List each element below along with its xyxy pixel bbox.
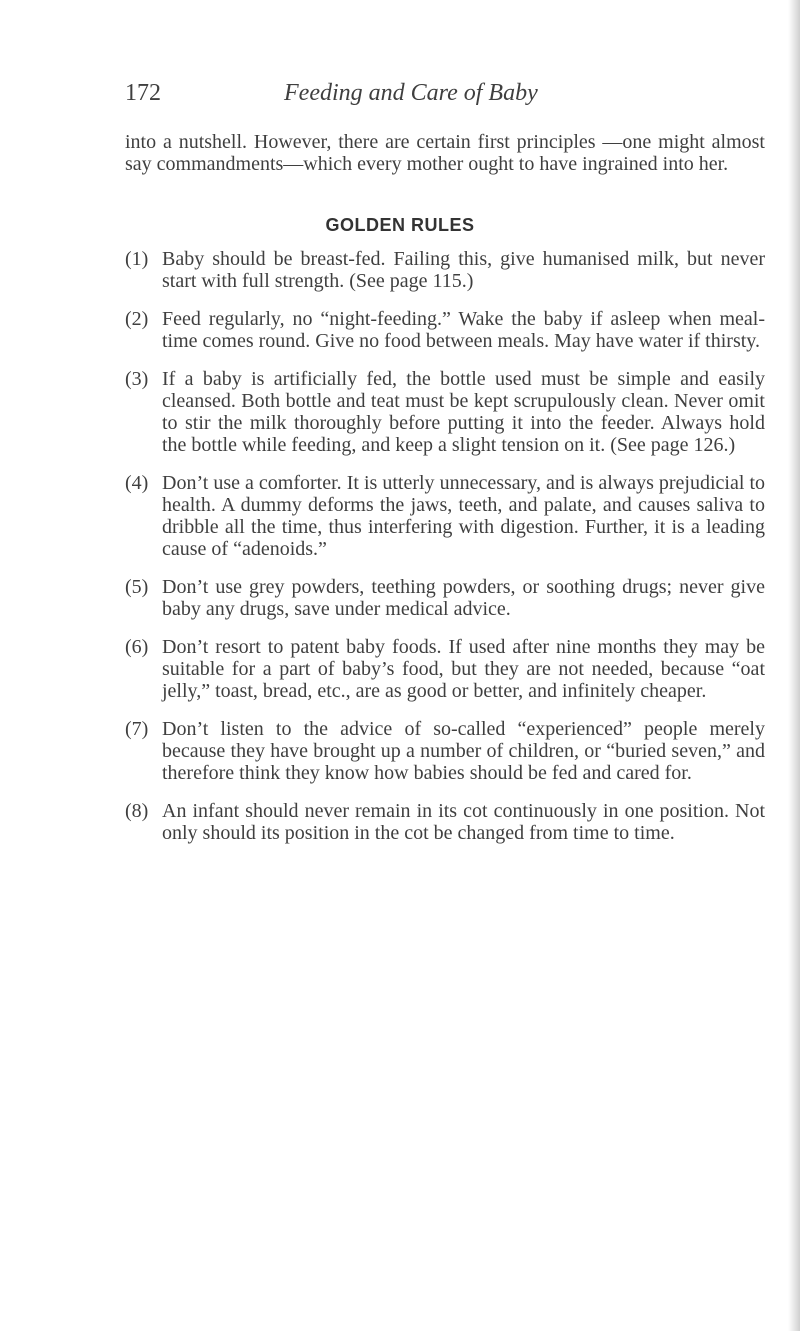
rule-item-8 bbox=[125, 800, 765, 844]
rule-number: (7) bbox=[125, 718, 149, 740]
rule-item-7 bbox=[125, 718, 765, 784]
rule-text: Feed regularly, no “night-feeding.” Wake the baby if asleep when meal-time comes round. Give no food between meals. May have water if thirsty. bbox=[162, 308, 765, 352]
rule-item-5 bbox=[125, 576, 765, 620]
rule-text: Don’t use a comforter. It is utterly unnecessary, and is always prejudicial to health. A dummy deforms the jaws, teeth, and palate, and causes saliva to dribble all the time, thus interfering with digestion. Further, it is a leading cause of “adenoids.” bbox=[162, 472, 765, 560]
rule-item-3 bbox=[125, 368, 765, 456]
rule-item-1 bbox=[125, 248, 765, 292]
rule-text: Don’t use grey powders, teething powders, or soothing drugs; never give baby any drugs, save under medical advice. bbox=[162, 576, 765, 620]
rule-number: (8) bbox=[125, 800, 149, 822]
page-number: 172 bbox=[125, 80, 161, 106]
rule-number: (4) bbox=[125, 472, 149, 494]
section-heading: GOLDEN RULES bbox=[325, 215, 475, 235]
rule-number: (2) bbox=[125, 308, 149, 330]
running-title: Feeding and Care of Baby bbox=[284, 80, 538, 106]
rule-item-4 bbox=[125, 472, 765, 560]
intro-paragraph: into a nutshell. However, there are certain first principles —one might almost say commandments—which every mother ought to have ingrained into her. bbox=[125, 131, 765, 175]
rule-text: Baby should be breast-fed. Failing this, give humanised milk, but never start with full strength. (See page 115.) bbox=[162, 248, 765, 292]
rule-text: Don’t resort to patent baby foods. If used after nine months they may be suitable for a part of baby’s food, but they are not needed, because “oat jelly,” toast, bread, etc., are as good or better, and infinitely cheaper. bbox=[162, 636, 765, 702]
rule-number: (5) bbox=[125, 576, 149, 598]
rule-number: (6) bbox=[125, 636, 149, 658]
rule-text: Don’t listen to the advice of so-called “experienced” people merely because they have brought up a number of children, or “buried seven,” and therefore think they know how babies should be fed and cared for. bbox=[162, 718, 765, 784]
rule-number: (3) bbox=[125, 368, 149, 390]
rule-text: An infant should never remain in its cot continuously in one position. Not only should its position in the cot be changed from time to time. bbox=[162, 800, 765, 844]
rule-item-2 bbox=[125, 308, 765, 352]
page-edge-shadow bbox=[788, 0, 800, 1331]
rule-text: If a baby is artificially fed, the bottle used must be simple and easily cleansed. Both bottle and teat must be kept scrupulously clean. Never omit to stir the milk thoroughly before putting it into the feeder. Always hold the bottle while feeding, and keep a slight tension on it. (See page 126.) bbox=[162, 368, 765, 456]
golden-rules-list bbox=[125, 248, 765, 860]
page-header bbox=[125, 80, 765, 110]
rule-item-6 bbox=[125, 636, 765, 702]
rule-number: (1) bbox=[125, 248, 149, 270]
